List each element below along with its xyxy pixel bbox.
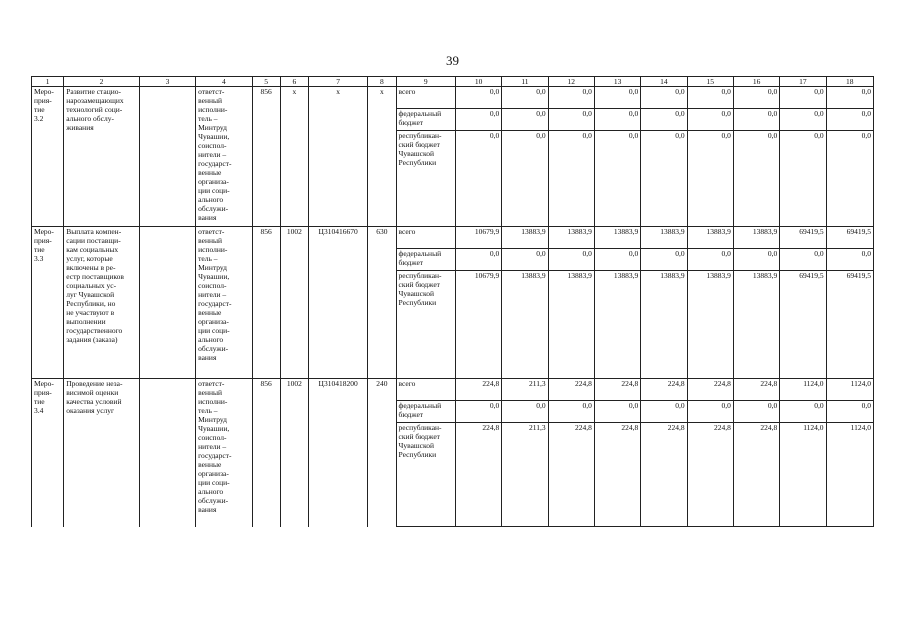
value-cell: 0,0 [641,401,687,423]
table-row [32,227,874,249]
value-cell: 13883,9 [548,227,594,249]
code-cell: 856 [252,379,280,527]
code-cell: 630 [368,227,396,379]
value-cell: 0,0 [502,87,548,109]
funding-source-cell: федеральный бюджет [396,249,455,271]
value-cell: 0,0 [780,401,826,423]
funding-source-cell: всего [396,87,455,109]
value-cell: 13883,9 [502,271,548,379]
funding-source-cell: республикан- ский бюджет Чувашской Республики [396,131,455,227]
value-cell: 1124,0 [826,423,873,527]
value-cell: 0,0 [548,131,594,227]
value-cell: 13883,9 [548,271,594,379]
value-cell: 224,8 [594,379,640,401]
header-cell: 15 [687,77,733,87]
value-cell: 1124,0 [780,379,826,401]
code-cell: 240 [368,379,396,527]
header-cell: 5 [252,77,280,87]
value-cell: 0,0 [594,249,640,271]
funding-source-cell: федеральный бюджет [396,109,455,131]
header-cell: 1 [32,77,64,87]
header-cell: 8 [368,77,396,87]
value-cell: 10679,9 [455,227,501,249]
value-cell: 0,0 [594,87,640,109]
value-cell: 0,0 [733,109,779,131]
executor-cell: ответст- венный исполни- тель – Минтруд Чувашии, соиспол- нители – государст- венные организа- ции соци- ального обслужи- вания [196,379,252,527]
header-cell: 10 [455,77,501,87]
value-cell: 13883,9 [687,227,733,249]
header-cell: 2 [64,77,140,87]
value-cell: 0,0 [548,87,594,109]
executor-cell: ответст- венный исполни- тель – Минтруд Чувашии, соиспол- нители – государст- венные организа- ции соци- ального обслужи- вания [196,227,252,379]
value-cell: 0,0 [826,109,873,131]
value-cell: 13883,9 [594,271,640,379]
value-cell: 0,0 [733,401,779,423]
header-cell: 4 [196,77,252,87]
value-cell: 0,0 [502,249,548,271]
header-cell: 12 [548,77,594,87]
value-cell: 0,0 [455,249,501,271]
value-cell: 0,0 [826,87,873,109]
value-cell: 224,8 [641,379,687,401]
value-cell: 224,8 [733,379,779,401]
code-cell: Ц310416670 [308,227,367,379]
code-cell: х [368,87,396,227]
value-cell: 0,0 [455,401,501,423]
value-cell: 1124,0 [826,379,873,401]
funding-source-cell: всего [396,227,455,249]
header-cell: 17 [780,77,826,87]
executor-cell: ответст- венный исполни- тель – Минтруд Чувашии, соиспол- нители – государст- венные организа- ции соци- ального обслужи- вания [196,87,252,227]
code-cell: 856 [252,87,280,227]
value-cell: 0,0 [826,131,873,227]
value-cell: 0,0 [826,401,873,423]
code-cell: х [308,87,367,227]
code-cell: х [280,87,308,227]
funding-source-cell: республикан- ский бюджет Чувашской Республики [396,271,455,379]
value-cell: 0,0 [780,87,826,109]
value-cell: 69419,5 [780,271,826,379]
page-number: 39 [446,53,459,68]
value-cell: 0,0 [687,131,733,227]
value-cell: 0,0 [733,87,779,109]
value-cell: 0,0 [548,249,594,271]
header-cell: 9 [396,77,455,87]
value-cell: 224,8 [548,423,594,527]
col3-cell [139,87,195,227]
value-cell: 0,0 [641,131,687,227]
value-cell: 0,0 [687,109,733,131]
event-name-cell: Выплата компен- сации поставщи- кам социальных услуг, которые включены в ре- естр поставщиков социальных ус- луг Чувашской Республики, но не участвуют в выполнении государственного задания (заказа) [64,227,140,379]
code-cell: Ц310418200 [308,379,367,527]
value-cell: 0,0 [780,109,826,131]
value-cell: 0,0 [687,401,733,423]
funding-source-cell: республикан- ский бюджет Чувашской Республики [396,423,455,527]
value-cell: 224,8 [548,379,594,401]
value-cell: 211,3 [502,423,548,527]
header-cell: 7 [308,77,367,87]
value-cell: 69419,5 [780,227,826,249]
header-cell: 14 [641,77,687,87]
code-cell: 856 [252,227,280,379]
value-cell: 224,8 [641,423,687,527]
event-cell: Меро- прия- тие 3.3 [32,227,64,379]
value-cell: 0,0 [594,401,640,423]
value-cell: 211,3 [502,379,548,401]
col3-cell [139,379,195,527]
value-cell: 69419,5 [826,271,873,379]
value-cell: 13883,9 [641,271,687,379]
value-cell: 0,0 [780,249,826,271]
value-cell: 224,8 [455,423,501,527]
value-cell: 0,0 [826,249,873,271]
value-cell: 10679,9 [455,271,501,379]
value-cell: 0,0 [455,109,501,131]
value-cell: 224,8 [687,423,733,527]
value-cell: 0,0 [594,109,640,131]
header-cell: 13 [594,77,640,87]
header-cell: 6 [280,77,308,87]
code-cell: 1002 [280,227,308,379]
event-name-cell: Проведение неза- висимой оценки качества условий оказания услуг [64,379,140,527]
value-cell: 224,8 [594,423,640,527]
value-cell: 224,8 [687,379,733,401]
value-cell: 0,0 [455,87,501,109]
value-cell: 0,0 [641,87,687,109]
funding-source-cell: федеральный бюджет [396,401,455,423]
value-cell: 0,0 [502,131,548,227]
value-cell: 0,0 [687,87,733,109]
value-cell: 13883,9 [733,271,779,379]
funding-source-cell: всего [396,379,455,401]
value-cell: 1124,0 [780,423,826,527]
header-row [32,77,874,87]
value-cell: 0,0 [780,131,826,227]
value-cell: 0,0 [641,249,687,271]
value-cell: 0,0 [733,131,779,227]
table-row [32,87,874,109]
header-cell: 3 [139,77,195,87]
value-cell: 13883,9 [733,227,779,249]
value-cell: 0,0 [687,249,733,271]
value-cell: 13883,9 [687,271,733,379]
value-cell: 0,0 [455,131,501,227]
value-cell: 224,8 [455,379,501,401]
value-cell: 69419,5 [826,227,873,249]
value-cell: 13883,9 [502,227,548,249]
value-cell: 0,0 [641,109,687,131]
value-cell: 13883,9 [641,227,687,249]
program-table [31,76,874,527]
value-cell: 13883,9 [594,227,640,249]
value-cell: 0,0 [502,401,548,423]
event-cell: Меро- прия- тие 3.2 [32,87,64,227]
col3-cell [139,227,195,379]
value-cell: 0,0 [733,249,779,271]
value-cell: 0,0 [548,109,594,131]
event-cell: Меро- прия- тие 3.4 [32,379,64,527]
value-cell: 0,0 [502,109,548,131]
table-row [32,379,874,401]
code-cell: 1002 [280,379,308,527]
header-cell: 11 [502,77,548,87]
header-cell: 16 [733,77,779,87]
value-cell: 224,8 [733,423,779,527]
event-name-cell: Развитие стацио- нарозамещающих технологий соци- ального обслу- живания [64,87,140,227]
header-cell: 18 [826,77,873,87]
value-cell: 0,0 [548,401,594,423]
value-cell: 0,0 [594,131,640,227]
